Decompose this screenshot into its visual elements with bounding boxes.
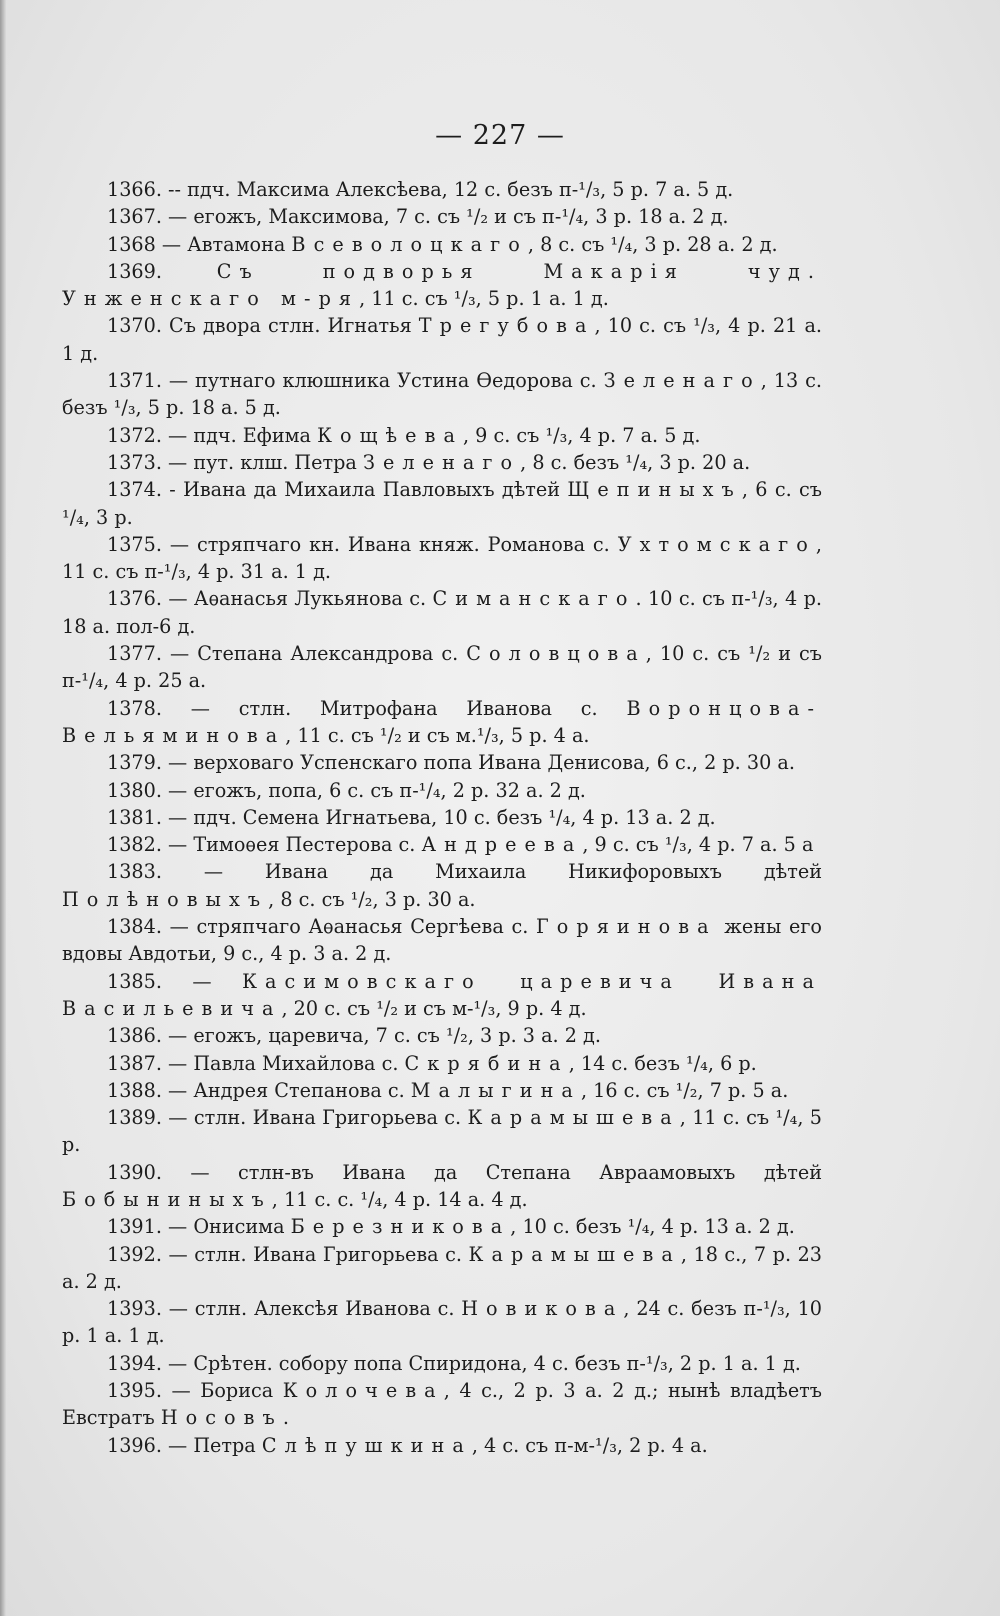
entry (62, 1022, 822, 1049)
entry-text: 1370. Съ двора стлн. Игнатья (107, 314, 419, 338)
entry-spaced-name: Носовъ (160, 1406, 283, 1430)
entry-text: , 24 с. безъ п-¹/₃, 10 р. 1 а. 1 д. (62, 1297, 822, 1348)
entry-text: , 11 с. съ ¹/₃, 5 р. 1 а. 1 д. (359, 287, 609, 311)
entry-list (62, 176, 822, 1459)
entry-text: жены его вдовы Авдотьи, 9 с., 4 р. 3 а. 2 д. (62, 915, 822, 966)
entry-spaced-name: Соловцова (466, 642, 646, 666)
entry (62, 258, 822, 313)
entry-text: 1372. — пдч. Ефима (107, 423, 318, 447)
entry-text: 1393. — стлн. Алексѣя Иванова с. (107, 1297, 462, 1321)
entry (62, 1295, 822, 1350)
entry-spaced-name: Касимовскаго царевича Ивана Васильевича (62, 969, 822, 1020)
entry-spaced-name: Кощѣева (317, 423, 463, 447)
entry-text: 1375. — стряпчаго кн. Ивана княж. Романова с. (107, 532, 618, 556)
entry-spaced-name: Слѣпушкина (261, 1433, 472, 1457)
entry-text: 1387. — Павла Михайлова с. (107, 1051, 405, 1075)
entry-spaced-name: Зеленаго (603, 369, 761, 393)
entry (62, 176, 822, 203)
entry-text: 1380. — егожъ, попа, 6 с. съ п-¹/₄, 2 р. 32 а. 2 д. (107, 778, 586, 802)
entry (62, 749, 822, 776)
entry (62, 968, 822, 1023)
entry-text: 1369. (107, 259, 217, 283)
entry-spaced-name: Карамышева (467, 1106, 680, 1130)
entry-text: , 13 с. безъ ¹/₃, 5 р. 18 а. 5 д. (62, 369, 823, 420)
entry-text: , 10 с. безъ ¹/₄, 4 р. 13 а. 2 д. (510, 1215, 795, 1239)
entry (62, 476, 822, 531)
entry-spaced-name: Бобыниныхъ (62, 1187, 272, 1211)
entry-text: 1374. - Ивана да Михаила Павловыхъ дѣтей (107, 478, 568, 502)
entry-spaced-name: Трегубова (418, 314, 595, 338)
entry (62, 203, 822, 230)
entry-text: 1373. — пут. клш. Петра (107, 450, 363, 474)
entry-text: , 10 с. съ ¹/₃, 4 р. 21 а. 1 д. (62, 314, 822, 365)
entry-spaced-name: Зеленаго (362, 450, 521, 474)
entry-text: . 10 с. съ п-¹/₃, 4 р. 18 а. пол-6 д. (62, 587, 823, 638)
entry-text: , 8 с. безъ ¹/₄, 3 р. 20 а. (520, 450, 751, 474)
entry-text: 1389. — стлн. Ивана Григорьева с. (107, 1106, 468, 1130)
entry-spaced-name: Малыгина (410, 1078, 581, 1102)
entry-text: 1391. — Онисима (107, 1215, 291, 1239)
entry-text: 1388. — Андрея Степанова с. (107, 1078, 411, 1102)
entry-text: , 9 с. съ ¹/₃, 4 р. 7 а. 5 а (582, 833, 814, 857)
entry (62, 777, 822, 804)
entry-text: 1368 — Автамона (107, 232, 292, 256)
entry-spaced-name: Андреева (421, 833, 583, 857)
entry-spaced-name: Воронцова-Вельяминова (62, 696, 822, 747)
entry (62, 231, 822, 258)
entry-text: , 11 с. съ п-¹/₃, 4 р. 31 а. 1 д. (62, 532, 822, 584)
page-edge-shadow (0, 0, 6, 1616)
entry (62, 367, 822, 422)
entry-text: 1379. — верховаго Успенскаго попа Ивана Денисова, 6 с., 2 р. 30 а. (107, 751, 795, 775)
entry-text: , 4 с. съ п-м-¹/₃, 2 р. 4 а. (471, 1433, 708, 1457)
entry (62, 1432, 822, 1459)
entry (62, 1241, 822, 1296)
entry-text: 1376. — Аѳанасья Лукьянова с. (107, 587, 433, 611)
entry (62, 1077, 822, 1104)
entry (62, 312, 822, 367)
entry-text: 1377. — Степана Александрова с. (107, 642, 467, 666)
entry (62, 1050, 822, 1077)
entry (62, 913, 822, 968)
entry-text: 1382. — Тимоѳея Пестерова с. (107, 833, 422, 857)
entry-text: , 11 с. с. ¹/₄, 4 р. 14 а. 4 д. (271, 1187, 528, 1211)
entry-text: , 8 с. съ ¹/₂, 3 р. 30 а. (268, 887, 476, 911)
entry-text: , 10 с. съ ¹/₂ и съ п-¹/₄, 4 р. 25 а. (62, 642, 823, 693)
entry-text: , 11 с. съ ¹/₂ и съ м.¹/₃, 5 р. 4 а. (285, 723, 590, 747)
entry-spaced-name: Щепиныхъ (567, 478, 742, 502)
entry-spaced-name: Съ подворья Макарія чуд. Унженскаго м-ря (62, 259, 823, 311)
entry-spaced-name: Всеволоцкаго (291, 232, 528, 256)
entry-text: 1386. — егожъ, царевича, 7 с. съ ¹/₂, 3 р. 3 а. 2 д. (107, 1024, 601, 1048)
entry (62, 1350, 822, 1377)
entry-text: 1384. — стряпчаго Аѳанасья Сергѣева с. (107, 915, 536, 939)
entry-text: , 20 с. съ ¹/₂ и съ м-¹/₃, 9 р. 4 д. (281, 996, 587, 1020)
entry (62, 422, 822, 449)
entry-text: , 16 с. съ ¹/₂, 7 р. 5 а. (580, 1078, 789, 1102)
entry-text: 1378. — стлн. Митрофана Иванова с. (107, 696, 627, 720)
entry-text: 1390. — стлн-въ Ивана да Степана Авраамовыхъ дѣтей (107, 1160, 822, 1184)
entry-spaced-name: Ухтомскаго (617, 532, 816, 556)
entry-spaced-name: Симанскаго (432, 587, 636, 611)
entry-text: 1385. — (107, 969, 243, 993)
entry-text: 1395. — Бориса (107, 1379, 283, 1403)
entry-text: 1371. — путнаго клюшника Устина Ѳедорова с. (107, 369, 604, 393)
entry (62, 1104, 822, 1159)
entry-text: , 6 с. съ ¹/₄, 3 р. (62, 478, 823, 529)
entry-text: 1396. — Петра (107, 1433, 262, 1457)
entry (62, 640, 822, 695)
entry-text: . (282, 1406, 289, 1430)
entry-spaced-name: Карамышева (468, 1242, 681, 1266)
entry-text: 1367. — егожъ, Максимова, 7 с. съ ¹/₂ и съ п-¹/₄, 3 р. 18 а. 2 д. (107, 205, 729, 229)
entry-text: 1381. — пдч. Семена Игнатьева, 10 с. безъ ¹/₄, 4 р. 13 а. 2 д. (107, 805, 716, 829)
entry-spaced-name: Березникова (290, 1215, 511, 1239)
entry-text: , 4 с., 2 р. 3 а. 2 д.; нынѣ владѣетъ Евстратъ (62, 1379, 822, 1430)
page-number: — 227 — (435, 120, 565, 151)
entry-text: , 18 с., 7 р. 23 а. 2 д. (62, 1242, 822, 1293)
entry (62, 804, 822, 831)
entry-text: , 9 с. съ ¹/₃, 4 р. 7 а. 5 д. (462, 423, 701, 447)
entry-spaced-name: Горяинова (535, 915, 717, 939)
entry (62, 1213, 822, 1240)
entry (62, 531, 822, 586)
entry-text: 1366. -- пдч. Максима Алексѣева, 12 с. безъ п-¹/₃, 5 р. 7 а. 5 д. (107, 178, 734, 201)
entry-spaced-name: Полѣновыхъ (62, 887, 269, 911)
entry-text: , 11 с. съ ¹/₄, 5 р. (62, 1106, 822, 1157)
entry-spaced-name: Новикова (461, 1297, 624, 1321)
entry (62, 1159, 822, 1214)
entry (62, 695, 822, 750)
entry-spaced-name: Колочева (282, 1379, 444, 1403)
entry-text: , 8 с. съ ¹/₄, 3 р. 28 а. 2 д. (527, 232, 778, 256)
entry-text: , 14 с. безъ ¹/₄, 6 р. (568, 1051, 757, 1075)
entry (62, 1377, 822, 1432)
entry (62, 449, 822, 476)
entry (62, 858, 822, 913)
entry-text: 1383. — Ивана да Михаила Никифоровыхъ дѣтей (107, 860, 822, 884)
entry (62, 585, 822, 640)
entry-text: 1392. — стлн. Ивана Григорьева с. (107, 1242, 469, 1266)
entry-text: 1394. — Срѣтен. собору попа Спиридона, 4 с. безъ п-¹/₃, 2 р. 1 а. 1 д. (107, 1351, 801, 1375)
entry (62, 831, 822, 858)
entry-spaced-name: Скрябина (404, 1051, 569, 1075)
